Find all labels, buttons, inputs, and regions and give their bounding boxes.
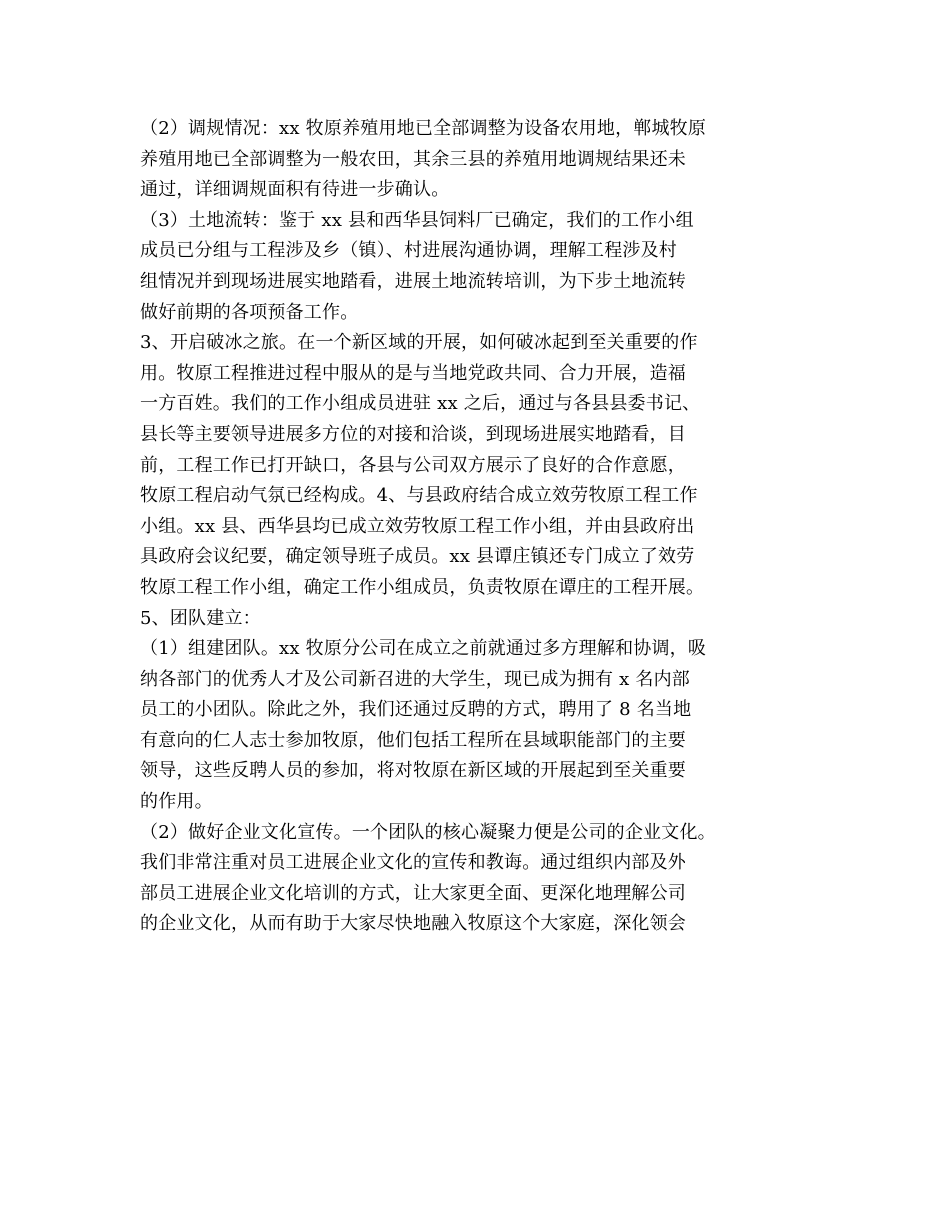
text-line: 县长等主要领导进展多方位的对接和洽谈，到现场进展实地踏看，目 xyxy=(140,423,686,445)
text-line: （3）土地流转：鉴于 xx 县和西华县饲料厂已确定，我们的工作小组 xyxy=(140,209,694,231)
text-line: 牧原工程工作小组，确定工作小组成员，负责牧原在谭庄的工程开展。 xyxy=(140,576,705,598)
text-line: 领导，这些反聘人员的参加，将对牧原在新区域的开展起到至关重要 xyxy=(140,760,686,782)
text-line: 具政府会议纪要，确定领导班子成员。xx 县谭庄镇还专门成立了效劳 xyxy=(140,546,695,568)
text-line: 前，工程工作已打开缺口，各县与公司双方展示了良好的合作意愿， xyxy=(140,454,686,476)
text-line: 做好前期的各项预备工作。 xyxy=(140,301,359,323)
text-line: （1）组建团队。xx 牧原分公司在成立之前就通过多方理解和协调，吸 xyxy=(140,638,707,660)
text-line: 部员工进展企业文化培训的方式，让大家更全面、更深化地理解公司 xyxy=(140,882,686,904)
text-line: （2）做好企业文化宣传。一个团队的核心凝聚力便是公司的企业文化。 xyxy=(140,821,716,843)
text-line: 牧原工程启动气氛已经构成。4、与县政府结合成立效劳牧原工程工作 xyxy=(140,485,698,507)
document-body xyxy=(140,114,830,940)
text-line: 5、团队建立： xyxy=(140,607,261,629)
text-line: 的作用。 xyxy=(140,791,213,813)
text-line: 组情况并到现场进展实地踏看，进展土地流转培训，为下步土地流转 xyxy=(140,270,686,292)
text-line: 通过，详细调规面积有待进一步确认。 xyxy=(140,179,450,201)
text-line: 小组。xx 县、西华县均已成立效劳牧原工程工作小组，并由县政府出 xyxy=(140,515,695,537)
text-line: 一方百姓。我们的工作小组成员进驻 xx 之后，通过与各县县委书记、 xyxy=(140,393,701,415)
text-line: 用。牧原工程推进过程中服从的是与当地党政共同、合力开展，造福 xyxy=(140,362,686,384)
text-line: 3、开启破冰之旅。在一个新区域的开展，如何破冰起到至关重要的作 xyxy=(140,332,698,354)
text-line: 员工的小团队。除此之外，我们还通过反聘的方式，聘用了 8 名当地 xyxy=(140,699,692,721)
text-line: （2）调规情况：xx 牧原养殖用地已全部调整为设备农用地，郸城牧原 xyxy=(140,118,707,139)
text-line: 纳各部门的优秀人才及公司新召进的大学生，现已成为拥有 x 名内部 xyxy=(140,668,690,690)
text-line: 我们非常注重对员工进展企业文化的宣传和教诲。通过组织内部及外 xyxy=(140,852,686,874)
text-line: 有意向的仁人志士参加牧原，他们包括工程所在县域职能部门的主要 xyxy=(140,729,686,751)
text-line: 成员已分组与工程涉及乡（镇）、村进展沟通协调，理解工程涉及村 xyxy=(140,240,677,262)
text-line: 的企业文化，从而有助于大家尽快地融入牧原这个大家庭，深化领会 xyxy=(140,913,686,935)
text-line: 养殖用地已全部调整为一般农田，其余三县的养殖用地调规结果还未 xyxy=(140,148,686,170)
